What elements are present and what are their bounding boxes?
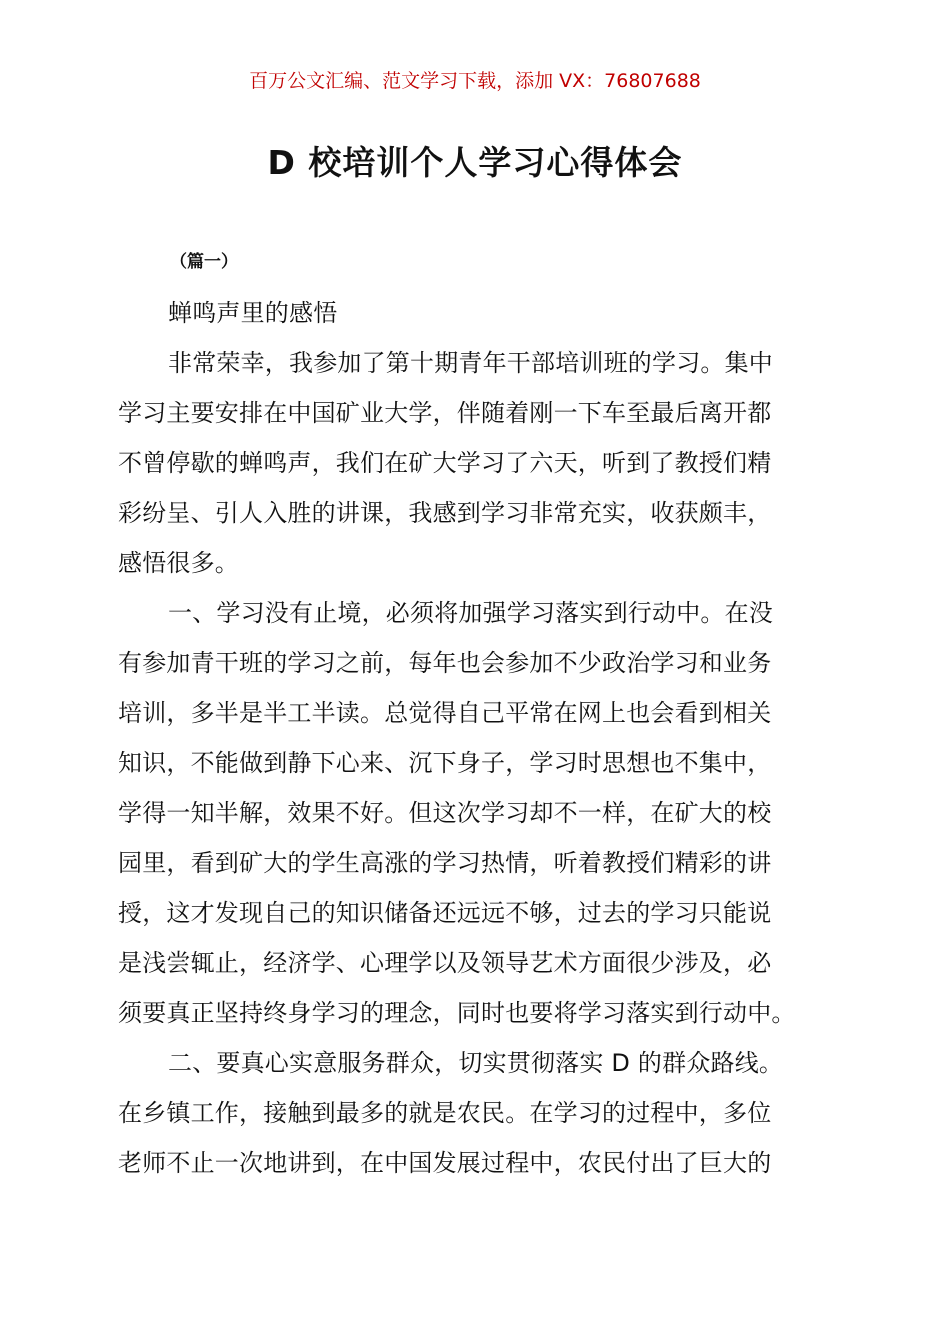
paragraph-2-line-5: 学得一知半解，效果不好。但这次学习却不一样，在矿大的校 bbox=[118, 799, 772, 827]
paragraph-1-line-4: 彩纷呈、引人入胜的讲课，我感到学习非常充实，收获颇丰， bbox=[118, 499, 772, 527]
paragraph-1-line-2: 学习主要安排在中国矿业大学，伴随着刚一下车至最后离开都 bbox=[118, 399, 772, 427]
paragraph-2-line-7: 授，这才发现自己的知识储备还远远不够，过去的学习只能说 bbox=[118, 899, 772, 927]
document-title: D 校培训个人学习心得体会 bbox=[267, 143, 683, 182]
paragraph-2-line-6: 园里，看到矿大的学生高涨的学习热情，听着教授们精彩的讲 bbox=[118, 849, 772, 877]
paragraph-1-line-3: 不曾停歇的蝉鸣声，我们在矿大学习了六天，听到了教授们精 bbox=[118, 449, 772, 477]
section-label: （篇一） bbox=[170, 252, 238, 272]
paragraph-1-line-1: 非常荣幸，我参加了第十期青年干部培训班的学习。集中 bbox=[168, 349, 773, 377]
paragraph-2-line-4: 知识，不能做到静下心来、沉下身子，学习时思想也不集中， bbox=[118, 749, 772, 777]
paragraph-3-line-1: 二、要真心实意服务群众，切实贯彻落实 D 的群众路线。 bbox=[168, 1049, 784, 1077]
paragraph-3-line-2: 在乡镇工作，接触到最多的就是农民。在学习的过程中，多位 bbox=[118, 1099, 772, 1127]
paragraph-1-line-5: 感悟很多。 bbox=[118, 549, 239, 577]
paragraph-3-line-3: 老师不止一次地讲到，在中国发展过程中，农民付出了巨大的 bbox=[118, 1149, 772, 1177]
paragraph-2-line-8: 是浅尝辄止，经济学、心理学以及领导艺术方面很少涉及，必 bbox=[118, 949, 772, 977]
paragraph-2-line-3: 培训，多半是半工半读。总觉得自己平常在网上也会看到相关 bbox=[118, 699, 772, 727]
document-body bbox=[118, 288, 838, 1188]
paragraph-2-line-9: 须要真正坚持终身学习的理念，同时也要将学习落实到行动中。 bbox=[118, 999, 796, 1027]
paragraph-2-line-2: 有参加青干班的学习之前，每年也会参加不少政治学习和业务 bbox=[118, 649, 772, 677]
paragraph-2-line-1: 一、学习没有止境，必须将加强学习落实到行动中。在没 bbox=[168, 599, 773, 627]
subheading-line: 蝉鸣声里的感悟 bbox=[168, 299, 338, 327]
promo-header-note: 百万公文汇编、范文学习下载，添加 VX：76807688 bbox=[249, 70, 701, 92]
